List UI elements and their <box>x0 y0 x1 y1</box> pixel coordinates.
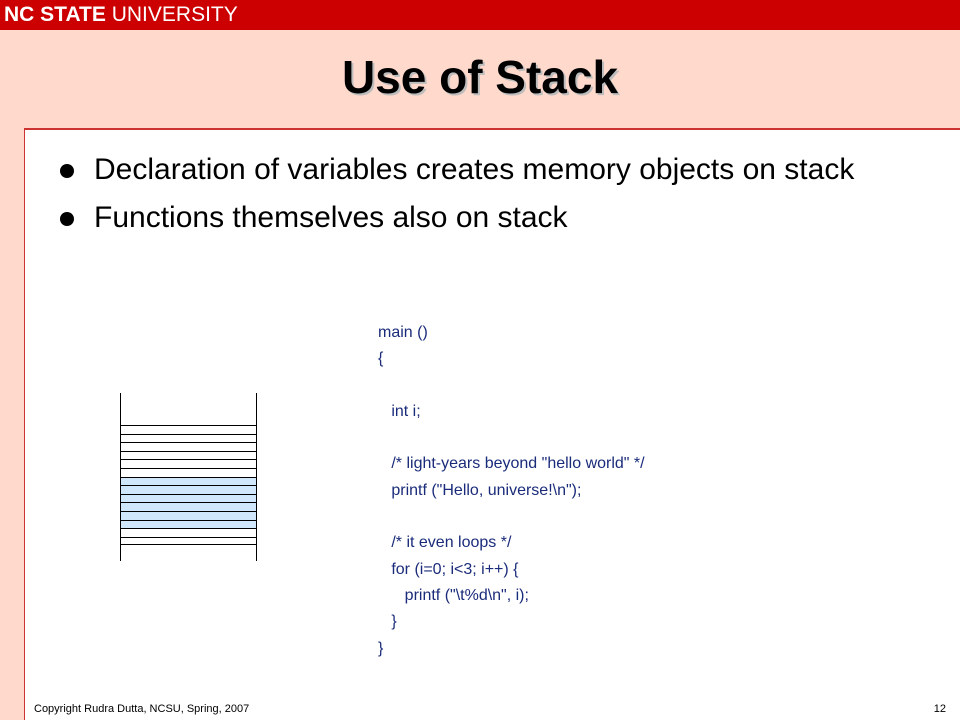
stack-slot <box>121 537 256 546</box>
stack-slot <box>121 442 256 451</box>
code-line: main () <box>378 324 428 341</box>
stack-slot <box>121 477 256 486</box>
code-line: int i; <box>378 402 421 420</box>
stack-diagram <box>120 393 257 561</box>
code-line: printf ("\t%d\n", i); <box>378 586 529 604</box>
code-line: /* it even loops */ <box>378 534 512 552</box>
bullet-text: Functions themselves also on stack <box>94 201 568 234</box>
stack-slot <box>121 434 256 443</box>
code-block <box>378 320 858 662</box>
stack-slot <box>121 502 256 511</box>
code-line: for (i=0; i<3; i++) { <box>378 560 519 578</box>
stack-slot <box>121 425 256 434</box>
top-rule <box>24 128 960 130</box>
bullet-list <box>60 152 920 248</box>
code-line: } <box>378 613 397 631</box>
logo-rest-text: UNIVERSITY <box>105 3 238 26</box>
slide-title: Use of Stack <box>341 51 619 103</box>
code-line: } <box>378 639 384 657</box>
bullet-dot-icon <box>60 164 74 178</box>
stack-slot <box>121 511 256 520</box>
page-number: 12 <box>933 703 946 715</box>
stack-slot <box>121 485 256 494</box>
code-line: { <box>378 350 384 368</box>
code-line: /* light-years beyond "hello world" */ <box>378 455 645 473</box>
bullet-item <box>60 152 920 188</box>
bullet-text: Declaration of variables creates memory objects on stack <box>94 153 855 186</box>
stack-slot <box>121 520 256 529</box>
stack-slot <box>121 451 256 460</box>
copyright-text: Copyright Rudra Dutta, NCSU, Spring, 2007 <box>34 703 250 715</box>
university-logo <box>0 0 238 30</box>
stack-slot <box>121 459 256 468</box>
stack-slot <box>121 468 256 477</box>
code-line: printf ("Hello, universe!\n"); <box>378 481 582 499</box>
left-rule <box>24 128 25 720</box>
bullet-dot-icon <box>60 212 74 226</box>
left-band <box>0 128 24 720</box>
logo-bold-text: NC STATE <box>4 3 106 26</box>
stack-slot <box>121 528 256 537</box>
bullet-item <box>60 200 920 236</box>
stack-slot <box>121 494 256 503</box>
